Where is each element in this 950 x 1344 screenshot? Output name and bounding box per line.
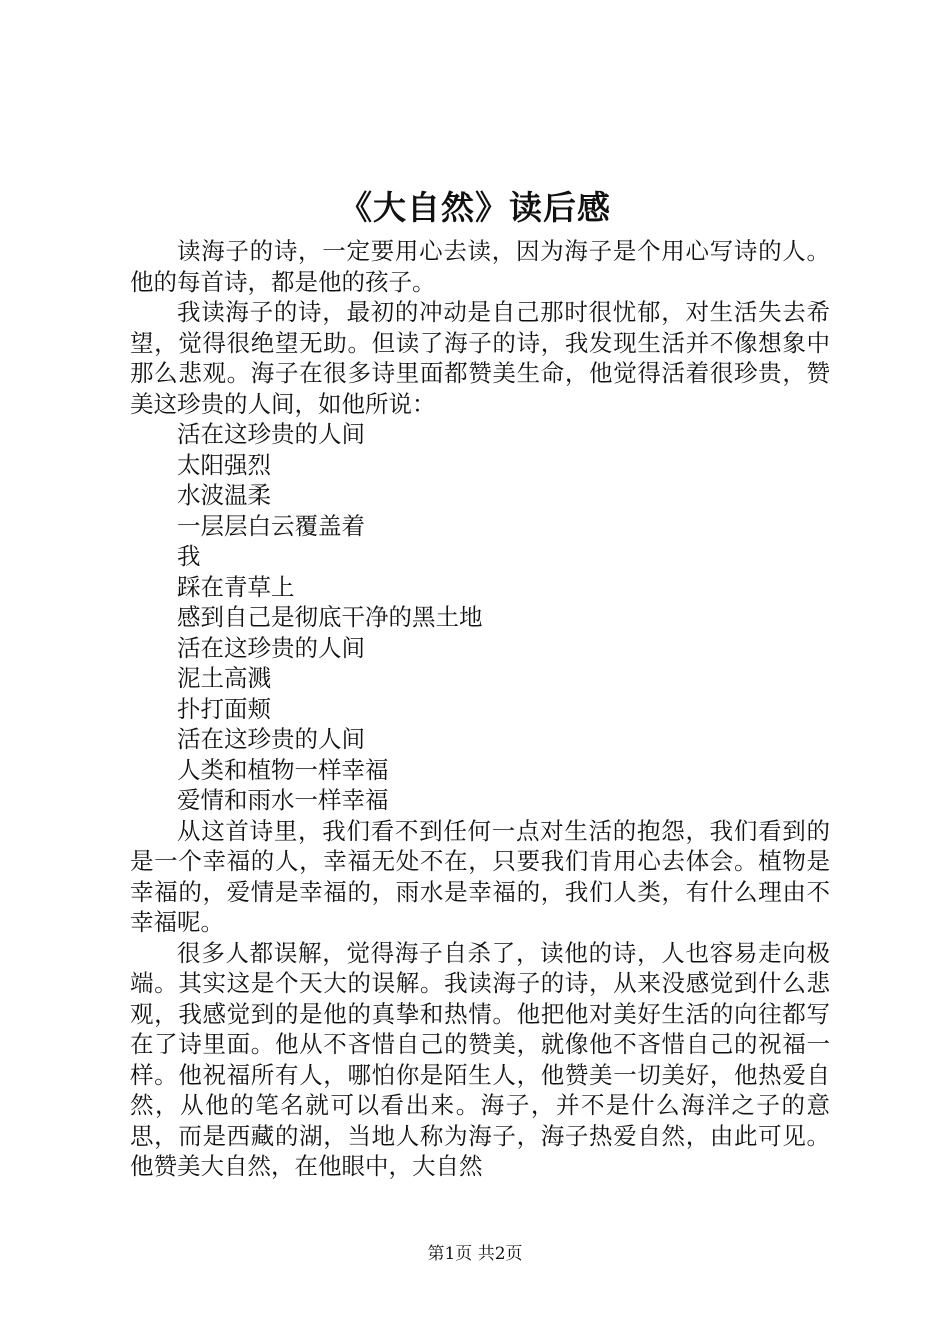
poem-line: 太阳强烈 [177,450,271,479]
paragraph-3: 从这首诗里，我们看不到任何一点对生活的抱怨，我们看到的是一个幸福的人，幸福无处不在，只要我们肯用心去体会。植物是幸福的，爱情是幸福的，雨水是幸福的，我们人类，有什么理由不幸福呢。 [130,816,830,936]
document-body [130,236,830,1182]
page-number-footer: 第1页 共2页 [427,1244,523,1264]
paragraph-4: 很多人都误解，觉得海子自杀了，读他的诗，人也容易走向极端。其实这是个天大的误解。我读海子的诗，从来没感觉到什么悲观，我感觉到的是他的真挚和热情。他把他对美好生活的向往都写在了诗里面。他从不吝惜自己的赞美，就像他不吝惜自己的祝福一样。他祝福所有人，哪怕你是陌生人，他赞美一切美好，他热爱自然，从他的笔名就可以看出来。海子，并不是什么海洋之子的意思，而是西藏的湖，当地人称为海子，海子热爱自然，由此可见。他赞美大自然，在他眼中，大自然 [130,938,830,1180]
poem-line: 感到自己是彻底干净的黑土地 [177,603,483,631]
poem-line: 扑打面颊 [177,694,271,723]
document-title: 《大自然》读后感 [339,188,611,227]
poem-line: 一层层白云覆盖着 [177,511,365,540]
poem-line: 爱情和雨水一样幸福 [177,786,389,814]
poem-line: 我 [177,542,201,570]
poem-block [130,419,830,816]
poem-line: 活在这珍贵的人间 [177,725,365,753]
poem-line: 活在这珍贵的人间 [177,420,365,448]
paragraph-2: 我读海子的诗，最初的冲动是自己那时很忧郁，对生活失去希望，觉得很绝望无助。但读了海子的诗，我发现生活并不像想象中那么悲观。海子在很多诗里面都赞美生命，他觉得活着很珍贵，赞美这珍贵的人间，如他所说： [130,298,830,418]
poem-line: 水波温柔 [177,481,271,509]
poem-line: 活在这珍贵的人间 [177,633,365,662]
poem-line: 泥土高溅 [177,664,271,692]
poem-line: 人类和植物一样幸福 [177,755,389,784]
poem-line: 踩在青草上 [177,572,295,601]
paragraph-1: 读海子的诗，一定要用心去读，因为海子是个用心写诗的人。他的每首诗，都是他的孩子。 [130,237,830,296]
